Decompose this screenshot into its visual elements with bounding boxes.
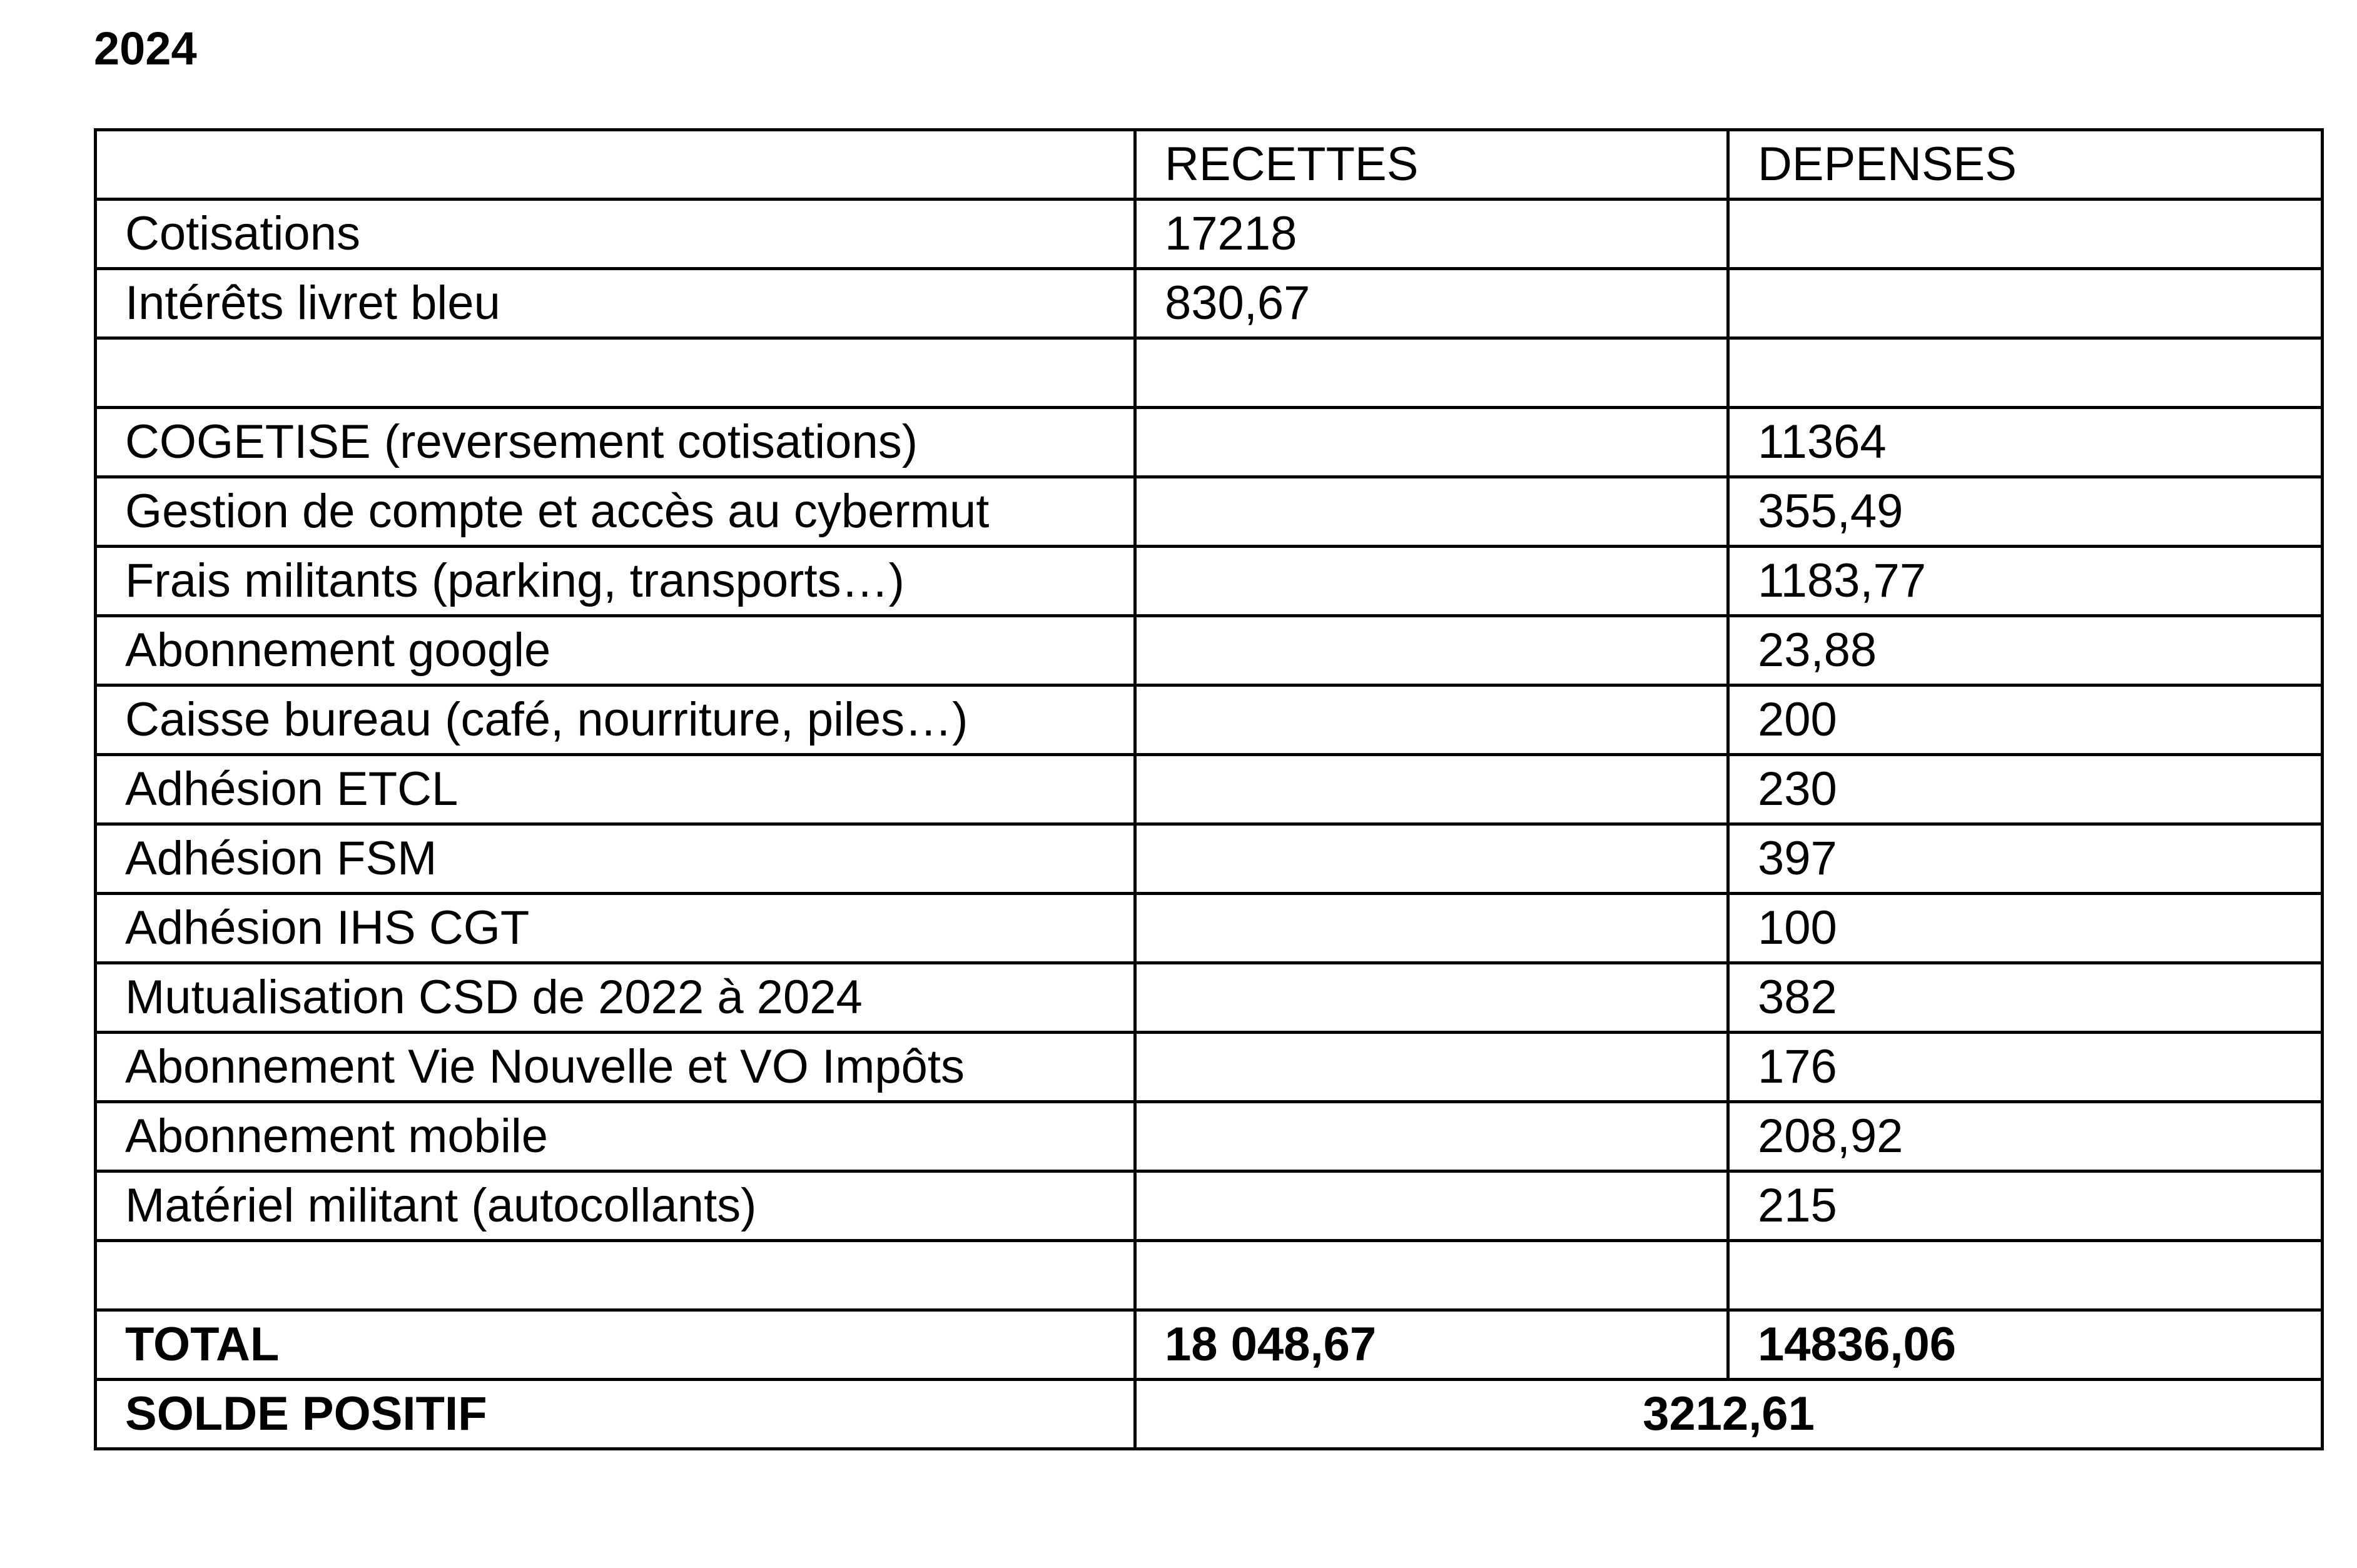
row-label: Adhésion ETCL	[96, 755, 1135, 824]
table-row	[96, 1241, 2323, 1310]
row-label: Matériel militant (autocollants)	[96, 1171, 1135, 1241]
table-row	[96, 685, 2323, 755]
row-recettes	[1135, 824, 1728, 894]
row-depenses: 100	[1728, 894, 2323, 963]
row-recettes	[1135, 1102, 1728, 1171]
table-row	[96, 616, 2323, 685]
row-recettes	[1135, 547, 1728, 616]
row-recettes	[1135, 1171, 1728, 1241]
row-label: Abonnement google	[96, 616, 1135, 685]
table-row	[96, 1033, 2323, 1102]
budget-table	[94, 128, 2324, 1450]
balance-value: 3212,61	[1135, 1380, 2323, 1449]
row-depenses: 355,49	[1728, 477, 2323, 547]
row-depenses	[1728, 269, 2323, 338]
row-depenses: 230	[1728, 755, 2323, 824]
row-depenses: 215	[1728, 1171, 2323, 1241]
row-recettes	[1135, 1033, 1728, 1102]
row-label: Adhésion FSM	[96, 824, 1135, 894]
row-recettes	[1135, 963, 1728, 1033]
row-label: Frais militants (parking, transports…)	[96, 547, 1135, 616]
row-recettes: 830,67	[1135, 269, 1728, 338]
table-row	[96, 963, 2323, 1033]
total-depenses: 14836,06	[1728, 1310, 2323, 1380]
table-row	[96, 200, 2323, 269]
balance-row	[96, 1380, 2323, 1449]
total-label: TOTAL	[96, 1310, 1135, 1380]
table-row	[96, 269, 2323, 338]
row-label: Cotisations	[96, 200, 1135, 269]
row-recettes	[1135, 1241, 1728, 1310]
row-depenses	[1728, 200, 2323, 269]
row-depenses: 23,88	[1728, 616, 2323, 685]
row-depenses	[1728, 1241, 2323, 1310]
row-label	[96, 338, 1135, 408]
row-depenses: 11364	[1728, 408, 2323, 477]
row-recettes	[1135, 894, 1728, 963]
row-depenses: 208,92	[1728, 1102, 2323, 1171]
row-depenses: 1183,77	[1728, 547, 2323, 616]
page-title: 2024	[94, 23, 197, 74]
row-label: Gestion de compte et accès au cybermut	[96, 477, 1135, 547]
total-row	[96, 1310, 2323, 1380]
table-row	[96, 824, 2323, 894]
header-cell-label	[96, 130, 1135, 200]
row-label: Adhésion IHS CGT	[96, 894, 1135, 963]
row-recettes	[1135, 755, 1728, 824]
row-recettes	[1135, 408, 1728, 477]
row-depenses: 382	[1728, 963, 2323, 1033]
table-row	[96, 408, 2323, 477]
table-row	[96, 755, 2323, 824]
row-recettes	[1135, 477, 1728, 547]
row-depenses	[1728, 338, 2323, 408]
row-depenses: 200	[1728, 685, 2323, 755]
row-depenses: 176	[1728, 1033, 2323, 1102]
row-label: COGETISE (reversement cotisations)	[96, 408, 1135, 477]
row-label: Caisse bureau (café, nourriture, piles…)	[96, 685, 1135, 755]
row-recettes	[1135, 616, 1728, 685]
table-row	[96, 338, 2323, 408]
balance-label: SOLDE POSITIF	[96, 1380, 1135, 1449]
row-label: Abonnement Vie Nouvelle et VO Impôts	[96, 1033, 1135, 1102]
row-recettes: 17218	[1135, 200, 1728, 269]
row-depenses: 397	[1728, 824, 2323, 894]
table-row	[96, 547, 2323, 616]
table-row	[96, 1102, 2323, 1171]
table-row	[96, 477, 2323, 547]
row-label	[96, 1241, 1135, 1310]
row-label: Mutualisation CSD de 2022 à 2024	[96, 963, 1135, 1033]
row-label: Intérêts livret bleu	[96, 269, 1135, 338]
table-row	[96, 1171, 2323, 1241]
header-cell-recettes: RECETTES	[1135, 130, 1728, 200]
table-header-row	[96, 130, 2323, 200]
row-recettes	[1135, 685, 1728, 755]
header-cell-depenses: DEPENSES	[1728, 130, 2323, 200]
row-recettes	[1135, 338, 1728, 408]
table-row	[96, 894, 2323, 963]
row-label: Abonnement mobile	[96, 1102, 1135, 1171]
total-recettes: 18 048,67	[1135, 1310, 1728, 1380]
